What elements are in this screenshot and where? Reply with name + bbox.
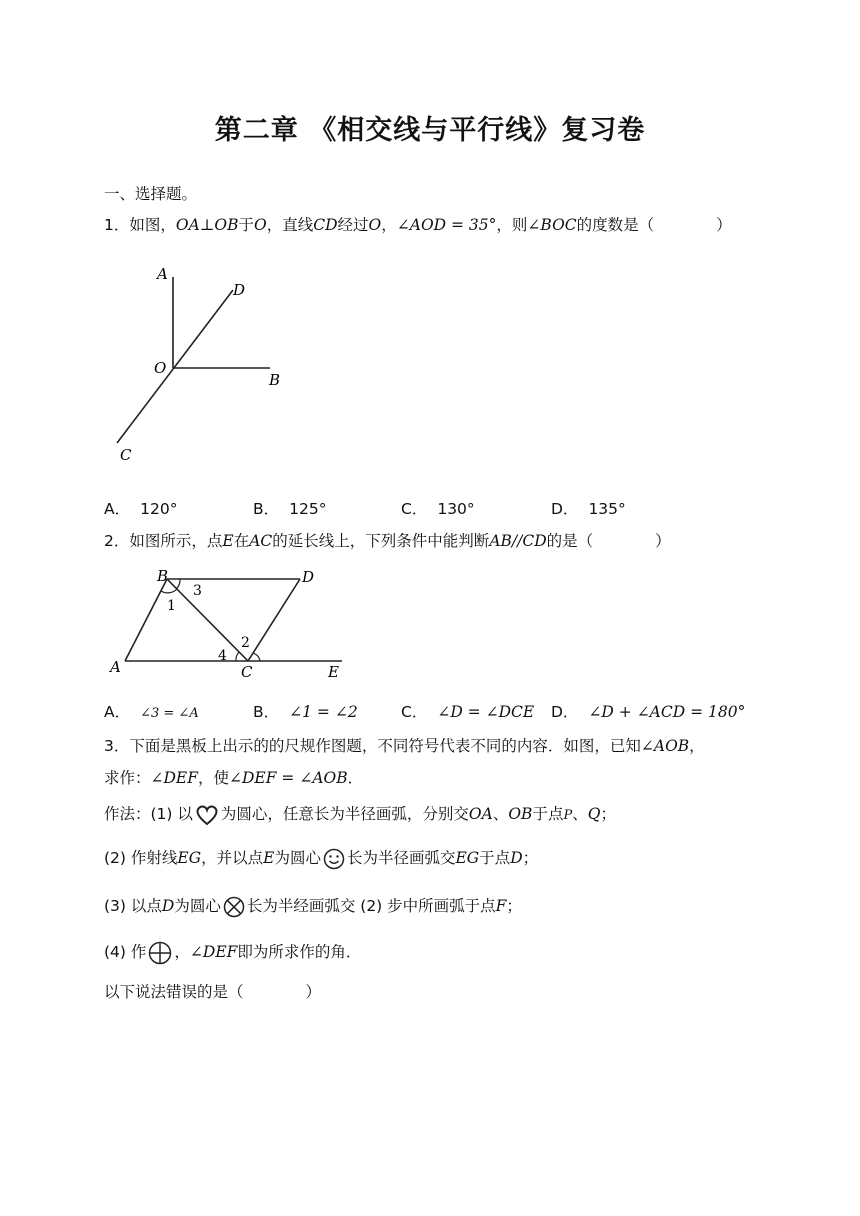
question-3-stem-line-1: 3．下面是黑板上出示的的尺规作图题，不同符号代表不同的内容．如图，已知∠AOB，: [104, 737, 705, 755]
question-number: 2．: [104, 532, 130, 550]
page-title: 第二章 《相交线与平行线》复习卷: [214, 115, 646, 146]
angle-4-arc: [236, 652, 239, 661]
label-a: A: [110, 658, 121, 676]
q1-option-d[interactable]: D． 135°: [551, 500, 626, 518]
q1-option-b[interactable]: B． 125°: [253, 500, 327, 518]
question-3-stem-line-2: 求作：∠DEF，使∠DEF = ∠AOB．: [104, 769, 364, 787]
label-b: B: [269, 371, 281, 389]
segment-bc: [167, 579, 248, 661]
construction-step-4: (4) 作 ，∠DEF即为所求作的角．: [104, 940, 361, 965]
label-o: O: [154, 359, 167, 377]
label-angle-1: 1: [167, 598, 176, 614]
circle-cross-icon: [223, 896, 245, 918]
question-number: 3．: [104, 737, 130, 755]
construction-step-3: (3) 以点D为圆心 长为半经画弧交 (2) 步中所画弧于点F；: [104, 894, 522, 918]
label-d: D: [302, 568, 315, 586]
question-1-figure: [100, 255, 300, 470]
heart-icon: [195, 804, 219, 826]
circle-plus-icon: [148, 941, 172, 965]
label-d: D: [233, 281, 246, 299]
angle-2-arc: [253, 653, 260, 661]
q2-option-a[interactable]: A． ∠3 = ∠A: [104, 703, 199, 721]
segment-ba: [125, 579, 167, 661]
construction-step-2: (2) 作射线EG，并以点E为圆心 长为半径画弧交EG于点D；: [104, 846, 538, 870]
question-number: 1．: [104, 216, 130, 234]
label-b: B: [157, 567, 169, 585]
question-3-prompt: 以下说法错误的是（ ）: [104, 983, 322, 1001]
question-2-stem: 2．如图所示，点E在AC的延长线上，下列条件中能判断AB//CD的是（ ）: [104, 532, 671, 550]
label-angle-2: 2: [241, 635, 250, 651]
section-heading: 一、选择题。: [104, 185, 198, 203]
question-2-figure: [100, 562, 360, 687]
q2-option-b[interactable]: B． ∠1 = ∠2: [253, 703, 358, 721]
angle-1-arc: [161, 589, 177, 593]
label-c: C: [241, 663, 253, 681]
label-a: A: [157, 265, 168, 283]
angle-3-arc: [176, 579, 180, 589]
smiley-icon: [323, 848, 345, 870]
q1-option-a[interactable]: A． 120°: [104, 500, 178, 518]
q2-option-d[interactable]: D． ∠D + ∠ACD = 180°: [551, 703, 746, 721]
label-angle-3: 3: [193, 583, 202, 599]
label-angle-4: 4: [218, 648, 227, 664]
q1-option-c[interactable]: C． 130°: [401, 500, 475, 518]
line-cd: [117, 290, 233, 443]
segment-dc: [248, 579, 300, 661]
label-e: E: [328, 663, 339, 681]
question-1-stem: 1．如图，OA⊥OB于O，直线CD经过O，∠AOD = 35°，则∠BOC的度数是（ ）: [104, 216, 732, 234]
q2-option-c[interactable]: C． ∠D = ∠DCE: [401, 703, 535, 721]
construction-step-1: 作法：(1) 以 为圆心，任意长为半径画弧，分别交OA、OB于点P、Q；: [104, 802, 616, 826]
label-c: C: [120, 446, 132, 464]
